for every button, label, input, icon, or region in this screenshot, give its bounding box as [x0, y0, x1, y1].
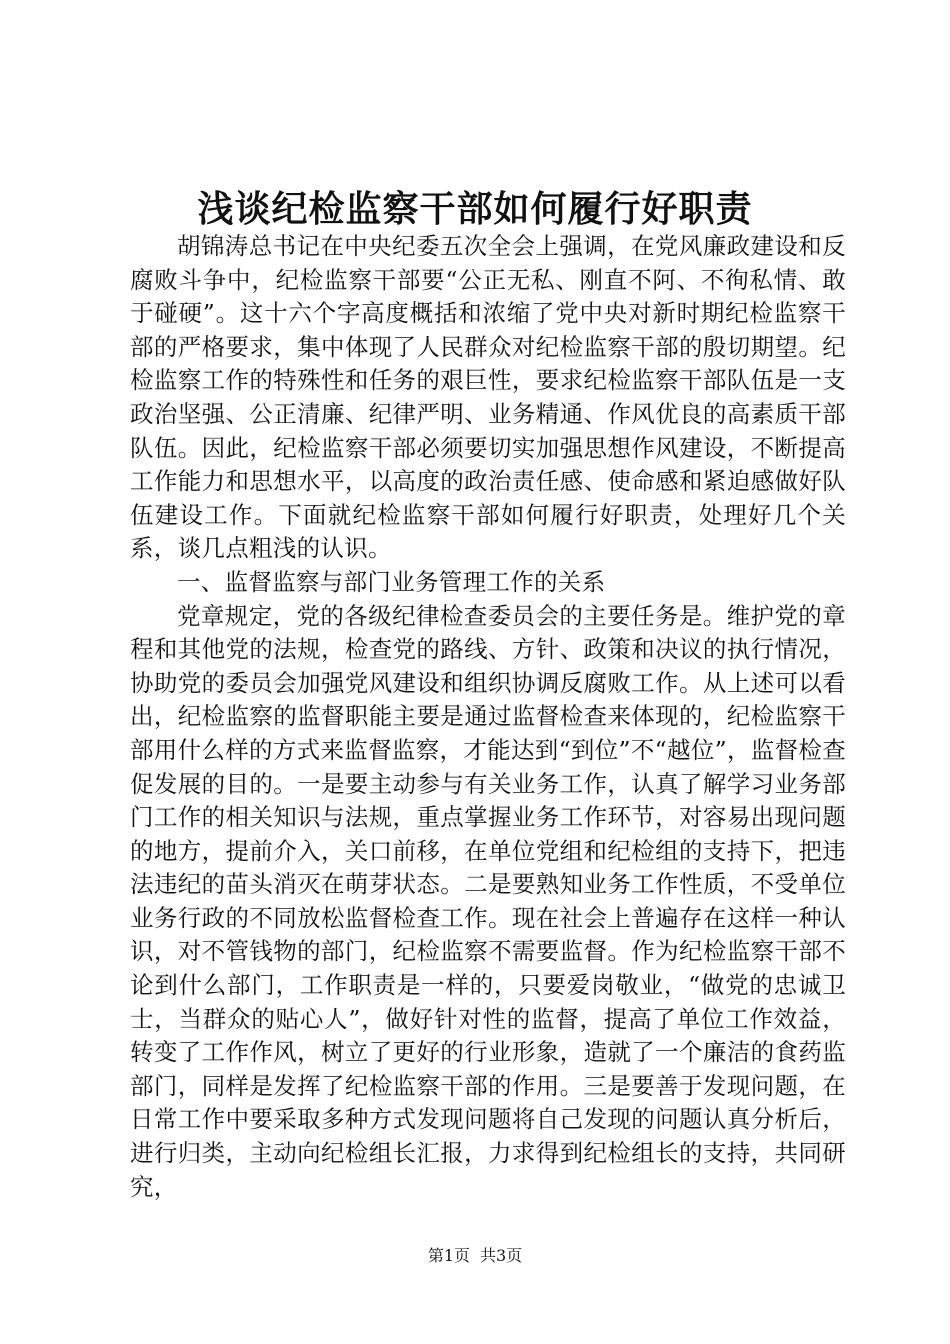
intro-paragraph: 胡锦涛总书记在中央纪委五次全会上强调，在党风廉政建设和反腐败斗争中，纪检监察干部要“公正无私、刚直不阿、不徇私情、敢于碰硬”。这十六个字高度概括和浓缩了党中央对新时期纪检监察干部的严格要求，集中体现了人民群众对纪检监察干部的殷切期望。纪检监察工作的特殊性和任务的艰巨性，要求纪检监察干部队伍是一支政治坚强、公正清廉、纪律严明、业务精通、作风优良的高素质干部队伍。因此，纪检监察干部必须要切实加强思想作风建设，不断提高工作能力和思想水平，以高度的政治责任感、使命感和紧迫感做好队伍建设工作。下面就纪检监察干部如何履行好职责，处理好几个关系，谈几点粗浅的认识。 [130, 232, 846, 563]
document-title: 浅谈纪检监察干部如何履行好职责 [197, 188, 753, 230]
page-number: 第1页 [427, 1246, 470, 1265]
section-heading: 一、监督监察与部门业务管理工作的关系 [177, 567, 606, 596]
page-footer [0, 1245, 950, 1267]
body-paragraph: 党章规定，党的各级纪律检查委员会的主要任务是。维护党的章程和其他党的法规，检查党的路线、方针、政策和决议的执行情况，协助党的委员会加强党风建设和组织协调反腐败工作。从上述可以看出，纪检监察的监督职能主要是通过监督检查来体现的，纪检监察干部用什么样的方式来监督监察，才能达到“到位”不“越位”，监督检查促发展的目的。一是要主动参与有关业务工作，认真了解学习业务部门工作的相关知识与法规，重点掌握业务工作环节，对容易出现问题的地方，提前介入，关口前移，在单位党组和纪检组的支持下，把违法违纪的苗头消灭在萌芽状态。二是要熟知业务工作性质，不受单位业务行政的不同放松监督检查工作。现在社会上普遍存在这样一种认识，对不管钱物的部门，纪检监察不需要监督。作为纪检监察干部不论到什么部门，工作职责是一样的，只要爱岗敬业，“做党的忠诚卫士，当群众的贴心人”，做好针对性的监督，提高了单位工作效益，转变了工作作风，树立了更好的行业形象，造就了一个廉洁的食药监部门，同样是发挥了纪检监察干部的作用。三是要善于发现问题，在日常工作中要采取多种方式发现问题将自己发现的问题认真分析后，进行归类，主动向纪检组长汇报，力求得到纪检组长的支持，共同研究， [130, 601, 846, 1201]
total-pages: 共3页 [480, 1246, 523, 1265]
document-body [130, 230, 846, 1204]
